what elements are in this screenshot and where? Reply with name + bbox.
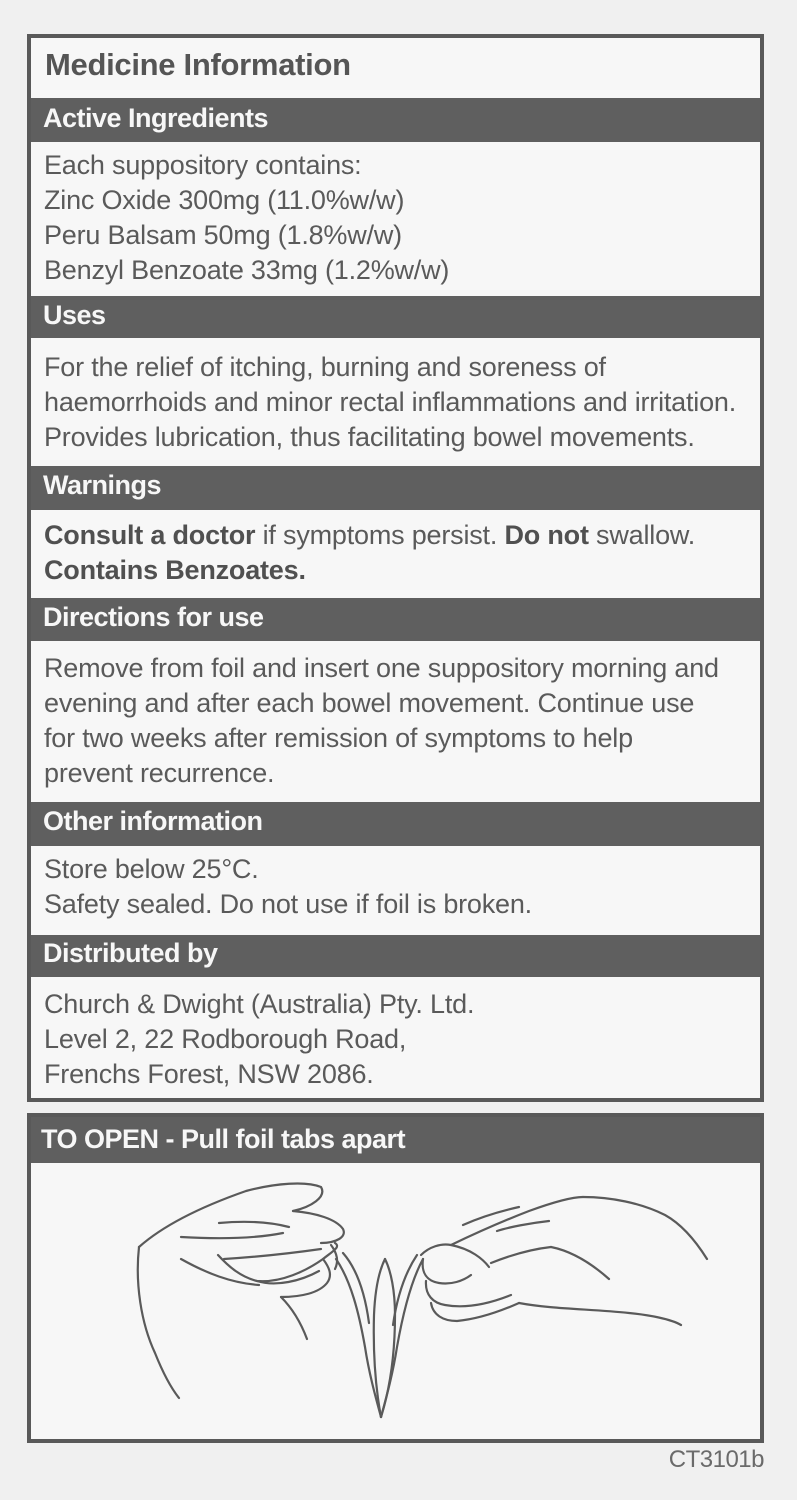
medicine-information-panel	[27, 34, 764, 1102]
section-uses	[31, 296, 760, 466]
product-code: CT3101b	[668, 1446, 764, 1473]
section-directions	[31, 598, 760, 802]
section-warnings	[31, 466, 760, 598]
section-heading: Directions for use	[31, 598, 760, 641]
section-other-information	[31, 802, 760, 935]
open-instructions-heading: TO OPEN - Pull foil tabs apart	[31, 1117, 760, 1163]
warning-text: swallow.	[588, 520, 695, 550]
warning-emphasis: Do not	[504, 520, 589, 550]
text-line: Church & Dwight (Australia) Pty. Ltd.	[44, 989, 475, 1019]
section-heading: Other information	[31, 802, 760, 846]
text-line: evening and after each bowel movement. Continue use	[44, 688, 695, 718]
text-line: Frenchs Forest, NSW 2086.	[44, 1059, 374, 1089]
section-distributed-by	[31, 935, 760, 1098]
text-line: Zinc Oxide 300mg (11.0%w/w)	[44, 185, 405, 215]
warning-line	[44, 518, 760, 553]
text-line: Peru Balsam 50mg (1.8%w/w)	[44, 220, 402, 250]
section-active-ingredients	[31, 98, 760, 296]
text-line: For the relief of itching, burning and soreness of	[44, 352, 606, 382]
text-line: haemorrhoids and minor rectal inflammations and irritation.	[44, 387, 737, 417]
section-heading: Active Ingredients	[31, 98, 760, 142]
text-line: Safety sealed. Do not use if foil is broken.	[44, 889, 532, 919]
section-heading: Distributed by	[31, 935, 760, 977]
section-body	[31, 142, 760, 296]
warning-text: if symptoms persist.	[255, 520, 505, 550]
text-line: Level 2, 22 Rodborough Road,	[44, 1024, 407, 1054]
warning-line	[44, 553, 760, 588]
section-body	[31, 977, 760, 1098]
open-instructions-panel	[27, 1113, 764, 1443]
section-body	[31, 846, 760, 935]
warning-emphasis: Consult a doctor	[44, 520, 256, 550]
warning-emphasis: Contains Benzoates.	[44, 555, 306, 585]
section-heading: Warnings	[31, 466, 760, 510]
text-line: Provides lubrication, thus facilitating bowel movements.	[44, 422, 695, 452]
section-body	[31, 338, 760, 466]
section-body	[31, 641, 760, 802]
hands-pulling-foil-tabs-icon	[31, 1163, 760, 1439]
panel-title: Medicine Information	[45, 47, 351, 82]
text-line: Store below 25°C.	[44, 854, 259, 884]
text-line: Each suppository contains:	[44, 150, 362, 180]
text-line: Remove from foil and insert one suppository morning and	[44, 653, 719, 683]
section-body	[31, 510, 760, 598]
text-line: Benzyl Benzoate 33mg (1.2%w/w)	[44, 255, 450, 285]
text-line: prevent recurrence.	[44, 758, 275, 788]
text-line: for two weeks after remission of symptoms to help	[44, 723, 633, 753]
section-heading: Uses	[31, 296, 760, 338]
